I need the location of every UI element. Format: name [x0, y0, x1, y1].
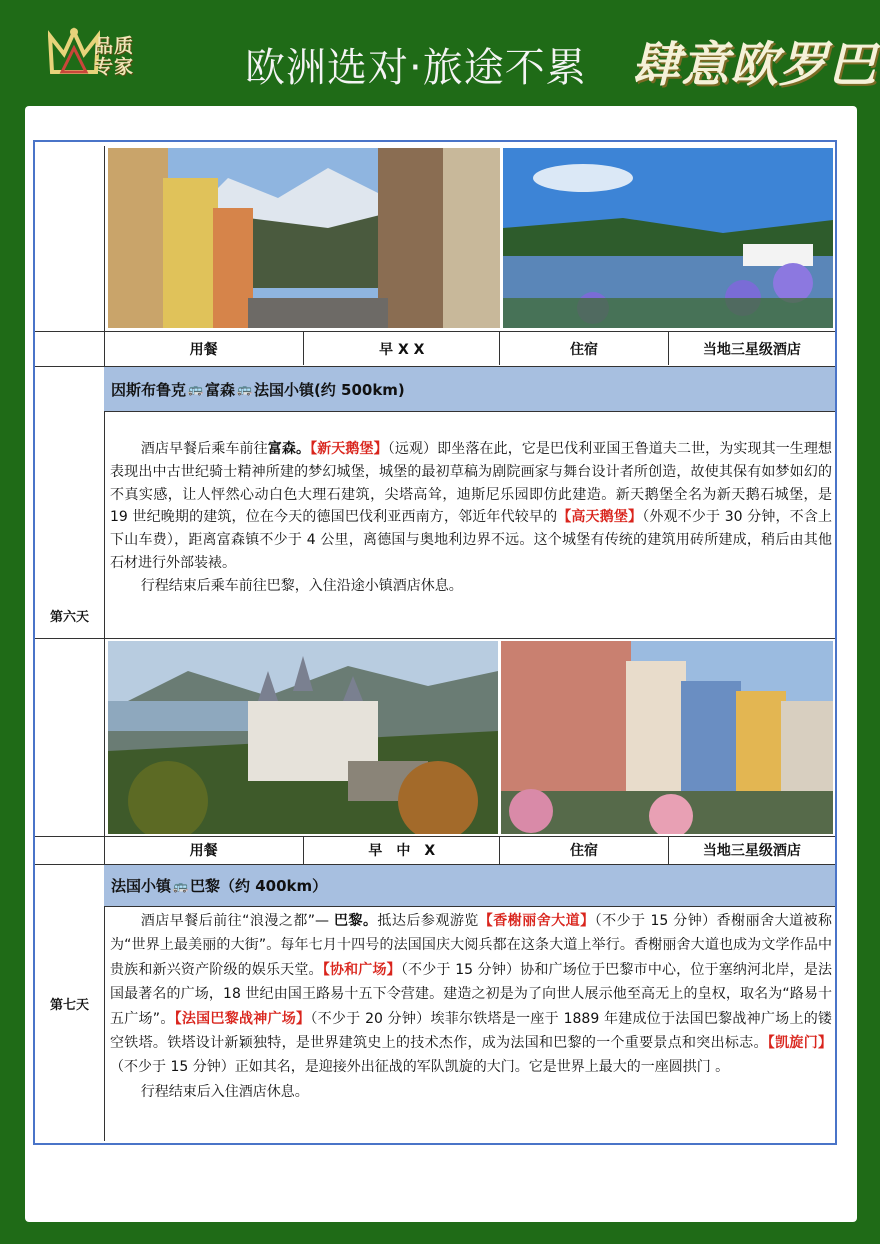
day-cell-previous — [35, 146, 105, 366]
stay-label: 住宿 — [500, 836, 668, 864]
day6-description: 酒店早餐后乘车前往富森。【新天鹅堡】（远观）即坐落在此，它是巴伐利亚国王鲁道夫二世，为实现其一生理想表现出中古世纪骑士精神所建的梦幻城堡，城堡的最初草稿为剧院画家与舞台设计者所创造，故使其保有如梦如幻的不真实感，让人怦然心动白色大理石建筑，尖塔高耸，迪斯尼乐园即仿此建造。新天鹅堡全名为新天鹅石城堡，是 19 世纪晚期的建筑，位在今天的德国巴伐利亚西南方，邻近年代较早的【高天鹅堡】（外观不少于 30 分钟，不含上下山车费），距离富森镇不少于 4 公里，离德国与奥地利边界不远。这个城堡有传统的建筑用砖所建成，稍后由其他石材进行外部装裱。 行程结束后乘车前往巴黎，入住沿途小镇酒店休息。 — [110, 441, 833, 594]
highlight-concorde: 【协和广场】 — [322, 961, 401, 978]
meal-row-1 — [104, 332, 835, 365]
route-stop: 法国小镇 — [111, 877, 172, 895]
route-stop: 因斯布鲁克 — [111, 380, 187, 399]
meal-value: 早 中 X — [304, 836, 500, 864]
day7-route — [104, 865, 835, 907]
highlight-champs-elysees: 【香榭丽舍大道】 — [478, 913, 595, 929]
bus-icon: 🚌 — [173, 878, 188, 893]
meal-row-2 — [104, 836, 835, 864]
logo-line1: 品质 — [94, 35, 135, 57]
route-stop: 富森 — [204, 380, 235, 399]
meal-label: 用餐 — [104, 332, 304, 365]
highlight-neuschwanstein: 【新天鹅堡】 — [310, 441, 388, 457]
route-stop: 巴黎（约 400km） — [189, 877, 328, 895]
day6-route — [104, 367, 835, 412]
meal-value: 早 X X — [304, 332, 500, 365]
day6-label: 第六天 — [35, 367, 105, 864]
highlight-arc-de-triomphe: 【凯旋门】 — [767, 1035, 832, 1052]
stay-value: 当地三星级酒店 — [702, 843, 801, 859]
day7-description: 酒店早餐后前往“浪漫之都”— 巴黎。抵达后参观游览【香榭丽舍大道】（不少于 15 分钟）香榭丽舍大道被称为“世界上最美丽的大街”。每年七月十四号的法国国庆大阅兵都在这条大道上举行。香榭丽舍大道也成为文学作品中贵族和新兴资产阶级的娱乐天堂。【协和广场】（不少于 15 分钟）协和广场位于巴黎市中心，位于塞纳河北岸，是法国最著名的广场，18 世纪由国王路易十五下令营建。建造之初是为了向世人展示他至高无上的皇权，取名为“路易十五广场”。【法国巴黎战神广场】（不少于 20 分钟）埃菲尔铁塔是一座于 1889 年建成位于法国巴黎战神广场上的镂空铁塔。铁塔设计新颖独特，是世界建筑史上的技术杰作，成为法国和巴黎的一个重要景点和突出标志。【凯旋门】（不少于 15 分钟）正如其名，是迎接外出征战的军队凯旋的大门。它是世界上最大的一座圆拱门 。 行程结束后入住酒店休息。 — [110, 913, 833, 1100]
photo-neuschwanstein — [108, 641, 498, 834]
crown-logo-icon — [48, 26, 100, 82]
page-header — [0, 0, 880, 104]
logo-line2: 专家 — [94, 56, 135, 78]
stay-label: 住宿 — [500, 332, 668, 365]
bus-icon: 🚌 — [188, 382, 203, 396]
brand-title: 肆意欧罗巴 — [632, 37, 878, 93]
bus-icon: 🚌 — [236, 382, 252, 396]
highlight-hohenschwangau: 【高天鹅堡】 — [557, 509, 643, 526]
day7-label: 第七天 — [35, 865, 105, 1141]
photo-lake-flowers — [503, 148, 833, 328]
stay-value: 当地三星级酒店 — [702, 341, 801, 358]
meal-label: 用餐 — [104, 836, 304, 864]
brand-logo — [48, 22, 178, 86]
slogan: 欧洲选对·旅途不累 — [245, 45, 587, 91]
route-stop: 法国小镇(约 500km) — [253, 380, 405, 399]
highlight-champ-de-mars: 【法国巴黎战神广场】 — [174, 1010, 311, 1027]
photo-colmar-village — [501, 641, 833, 834]
photo-innsbruck-street — [108, 148, 500, 328]
